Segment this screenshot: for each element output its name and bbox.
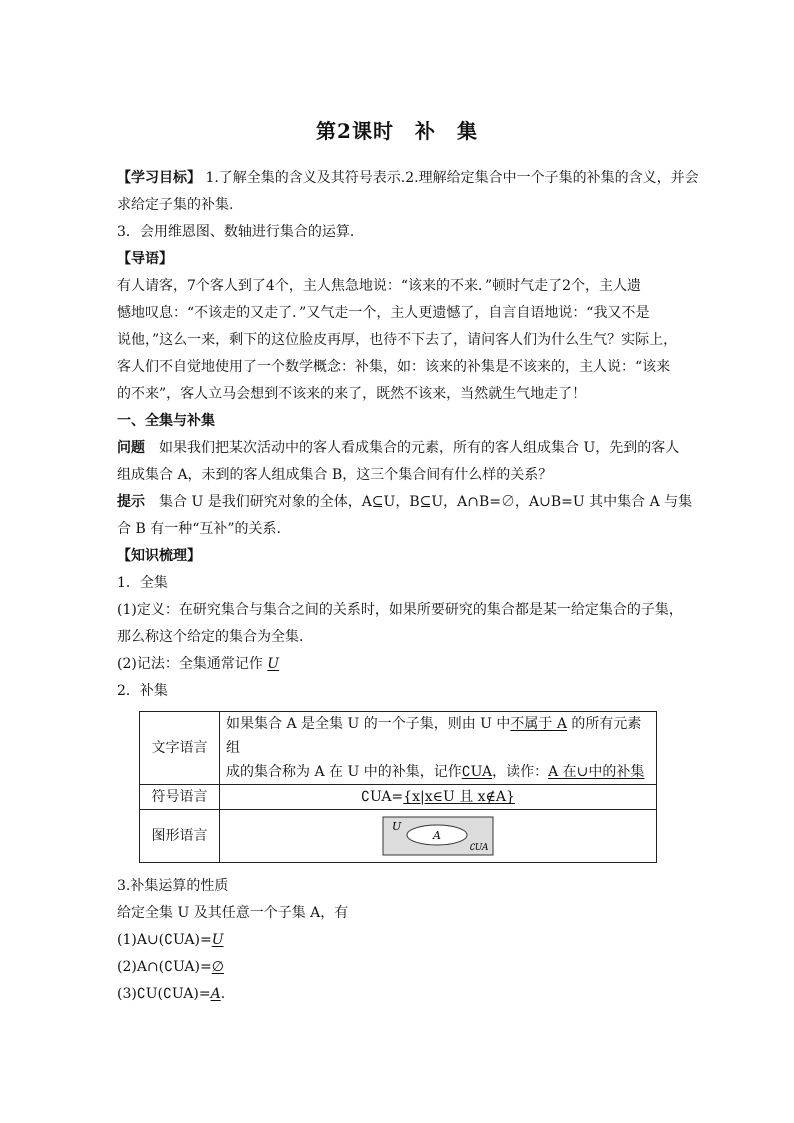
symbol-prefix: ∁UA= (361, 789, 404, 805)
knowledge-label: 【知识梳理】 (117, 548, 201, 564)
property-suffix: . (220, 986, 226, 1002)
objectives-label: 【学习目标】 (117, 170, 201, 186)
intro-line: 客人们不自觉地使用了一个数学概念：补集，如：该来的补集是不该来的，主人说：“该来 (117, 359, 671, 375)
table-row-label: 图形语言 (140, 810, 220, 863)
property-expression: (3)∁U(∁UA)= (117, 986, 211, 1002)
property-answer: ∅ (211, 959, 224, 975)
text-definition-line-2 (226, 760, 650, 784)
section-heading: 一、全集与补集 (117, 413, 215, 429)
hint-text-1: 集合 U 是我们研究对象的全体，A⊆U，B⊆U，A∩B=∅，A∪B=U 其中集合 A 与集 (159, 494, 693, 510)
definition-line-2: 那么称这个给定的集合为全集． (117, 629, 313, 645)
objectives-line-3: 3．会用维恩图、数轴进行集合的运算． (117, 224, 364, 240)
property-2 (117, 954, 677, 981)
table-row-content (220, 712, 657, 785)
question-line-1 (117, 435, 680, 462)
text-segment: ，读作： (492, 764, 549, 780)
table-row (140, 712, 657, 785)
property-1 (117, 927, 677, 954)
hint-line-1 (117, 489, 693, 516)
text-segment: 的所有元素组 (226, 716, 642, 756)
intro-line: 的不来”，客人立马会想到不该来的来了，既然不该来，当然就生气地走了！ (117, 386, 587, 402)
table-row (140, 810, 657, 863)
definition-line-1: (1)定义：在研究集合与集合之间的关系时，如果所要研究的集合都是某一给定集合的子集， (117, 602, 683, 618)
intro-line: 有人请客，7个客人到了4个，主人焦急地说：“该来的不来．”顿时气走了2个，主人遗 (117, 278, 642, 294)
reading-term: A 在∪中的补集 (548, 764, 645, 780)
property-answer: U (211, 932, 224, 948)
table-row-content (220, 785, 657, 810)
complement-notation: ∁UA (461, 764, 493, 780)
intro-line: 说他，”这么一来，剩下的这位脸皮再厚，也待不下去了，请问客人们为什么生气？实际上， (117, 332, 678, 348)
text-segment: 如果集合 A 是全集 U 的一个子集，则由 U 中 (226, 716, 511, 732)
table-row-content (220, 810, 657, 863)
objectives-line-2: 求给定子集的补集. (117, 197, 234, 213)
page-title: 第2课时 补 集 (316, 119, 478, 143)
objectives-line-1 (117, 165, 699, 192)
objectives-text-1: 1.了解全集的含义及其符号表示.2.理解给定集合中一个子集的补集的含义，并会 (205, 170, 699, 186)
document-page (117, 118, 699, 1008)
question-label: 问题 (117, 440, 145, 456)
notation-prefix: (2)记法：全集通常记作 (117, 656, 268, 672)
venn-complement-label: ∁UA (469, 843, 489, 853)
intro-label: 【导语】 (117, 251, 173, 267)
venn-u-label: U (392, 820, 402, 833)
question-line-2: 组成集合 A，未到的客人组成集合 B，这三个集合间有什么样的关系？ (117, 467, 553, 483)
hint-label: 提示 (117, 494, 145, 510)
venn-a-label: A (433, 829, 441, 842)
table-row-label: 符号语言 (140, 785, 220, 810)
table-row (140, 785, 657, 810)
intro-line: 憾地叹息：“不该走的又走了．”又气走一个，主人更遗憾了，自言自语地说：“我又不是 (117, 305, 650, 321)
complement-table (139, 711, 657, 863)
underlined-term: 不属于 A (510, 716, 567, 732)
property-expression: (2)A∩(∁UA)= (117, 959, 212, 975)
property-answer: A (210, 986, 221, 1002)
notation-value: U (267, 656, 280, 672)
venn-wrap (226, 810, 650, 862)
item-heading: 2．补集 (117, 683, 168, 699)
text-segment: 成的集合称为 A 在 U 中的补集，记作 (226, 764, 462, 780)
item-heading: 1．全集 (117, 575, 168, 591)
property-expression: (1)A∪(∁UA)= (117, 932, 212, 948)
set-builder: {x|x∈U 且 x∉A} (403, 789, 515, 805)
table-row-label: 文字语言 (140, 712, 220, 785)
properties-intro: 给定全集 U 及其任意一个子集 A，有 (117, 905, 349, 921)
text-definition-line-1 (226, 712, 650, 760)
property-3 (117, 981, 677, 1008)
hint-line-2: 合 B 有一种“互补”的关系． (117, 521, 291, 537)
question-text-1: 如果我们把某次活动中的客人看成集合的元素，所有的客人组成集合 U，先到的客人 (159, 440, 680, 456)
notation-line (117, 651, 677, 678)
spacer (117, 863, 677, 873)
properties-heading: 3.补集运算的性质 (117, 878, 229, 894)
venn-diagram (382, 816, 494, 856)
